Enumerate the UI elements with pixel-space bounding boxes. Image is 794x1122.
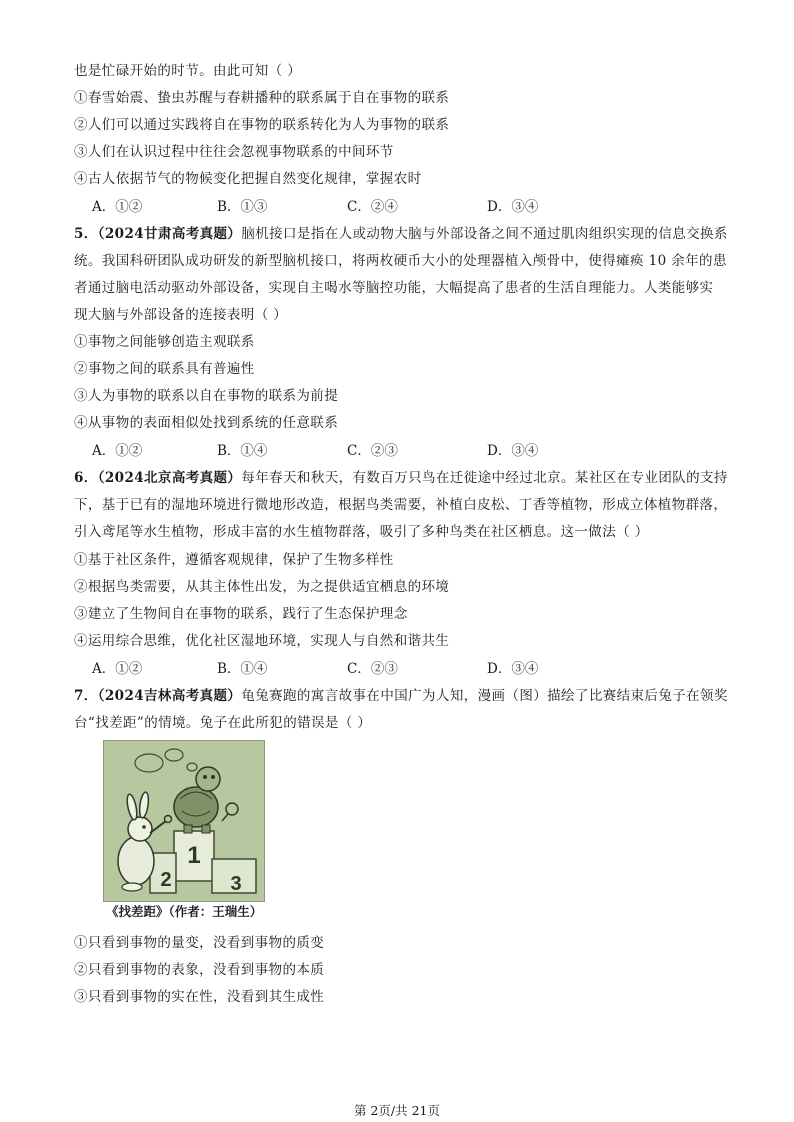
question-text: 每年春天和秋天，有数百万只鸟在迁徙途中经过北京。某社区在专业团队的支持 [241,470,728,486]
option-line: ②人们可以通过实践将自在事物的联系转化为人为事物的联系 [74,117,450,133]
question-text: 现大脑与外部设备的连接表明（ ） [74,307,288,323]
podium-second-label: 2 [160,869,172,891]
choice-c: C．②③ [347,443,398,459]
choice-d: D．③④ [487,199,539,215]
choice-a: A．①② [92,199,143,215]
question-text: 脑机接口是指在人或动物大脑与外部设备之间不通过肌肉组织实现的信息交换系 [241,226,728,242]
question-5-line [74,225,728,243]
question-text: 下，基于已有的湿地环境进行微地形改造，根据鸟类需要，补植白皮松、丁香等植物，形成立体植物群落， [74,497,728,513]
choice-d: D．③④ [487,661,539,677]
cartoon-caption: 《找差距》（作者：王瑞生） [106,904,263,919]
question-number: 7． [74,688,98,704]
cartoon-illustration [103,740,265,902]
question-number: 6． [74,470,98,486]
question-text: 者通过脑电活动驱动外部设备，实现自主喝水等脑控功能，大幅提高了患者的生活自理能力。人类能够实 [74,280,714,296]
question-source: （2024北京高考真题） [97,470,242,486]
question-text: 引入鸢尾等水生植物，形成丰富的水生植物群落，吸引了多种鸟类在社区栖息。这一做法（ ） [74,524,649,540]
option-line: ③人们在认识过程中往往会忽视事物联系的中间环节 [74,144,394,160]
question-7-line [74,687,728,705]
option-line: ④从事物的表面相似处找到系统的任意联系 [74,415,339,431]
choice-a: A．①② [92,443,143,459]
option-line: ②根据鸟类需要，从其主体性出发，为之提供适宜栖息的环境 [74,579,450,595]
tortoise-rabbit-cartoon-image [104,741,264,901]
option-line: ②只看到事物的表象，没看到事物的本质 [74,962,325,978]
choice-b: B．①④ [217,443,268,459]
choice-c: C．②④ [347,199,398,215]
option-line: ①基于社区条件，遵循客观规律，保护了生物多样性 [74,552,394,568]
choice-b: B．①③ [217,199,268,215]
question-text: 龟兔赛跑的寓言故事在中国广为人知，漫画（图）描绘了比赛结束后兔子在领奖 [241,688,728,704]
podium-first-label: 1 [187,842,201,869]
option-line: ①事物之间能够创造主观联系 [74,334,255,350]
option-line: ①春雪始震、蛰虫苏醒与春耕播种的联系属于自在事物的联系 [74,90,450,106]
page-footer: 第 2页/共 21页 [353,1103,441,1118]
choice-b: B．①④ [217,661,268,677]
question-text: 统。我国科研团队成功研发的新型脑机接口，将两枚硬币大小的处理器植入颅骨中，使得瘫痪 10 余年的患 [74,253,727,269]
question-6-line [74,469,728,487]
question-number: 5． [74,226,98,242]
option-line: ②事物之间的联系具有普遍性 [74,361,255,377]
question-source: （2024甘肃高考真题） [97,226,242,242]
option-line: ④古人依据节气的物候变化把握自然变化规律，掌握农时 [74,171,422,187]
option-line: ③建立了生物间自在事物的联系，践行了生态保护理念 [74,606,408,622]
choice-a: A．①② [92,661,143,677]
option-line: ③人为事物的联系以自在事物的联系为前提 [74,388,339,404]
question-source: （2024吉林高考真题） [97,688,242,704]
option-line: ④运用综合思维，优化社区湿地环境，实现人与自然和谐共生 [74,633,450,649]
text-line: 也是忙碌开始的时节。由此可知（ ） [74,63,302,79]
podium-third-label: 3 [230,873,242,895]
option-line: ①只看到事物的量变，没看到事物的质变 [74,935,325,951]
option-line: ③只看到事物的实在性，没看到其生成性 [74,989,325,1005]
choice-d: D．③④ [487,443,539,459]
choice-c: C．②③ [347,661,398,677]
question-text: 台“找差距”的情境。兔子在此所犯的错误是（ ） [74,715,372,731]
